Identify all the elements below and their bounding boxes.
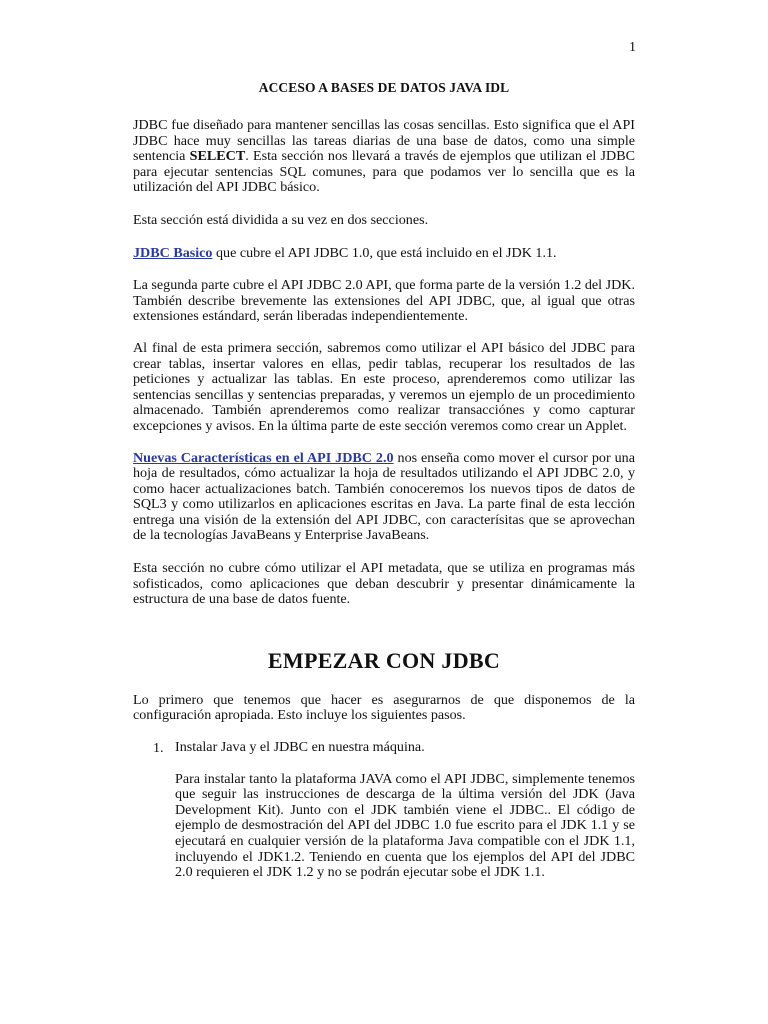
intro-paragraph-3 <box>133 246 635 262</box>
list-item <box>153 739 635 881</box>
intro-paragraph-7: Esta sección no cubre cómo utilizar el API metadata, que se utiliza en programas más sofisticados, como aplicaciones que deban descubrir y presentar dinámicamente la estructura de una base de datos fuente. <box>133 560 635 608</box>
intro-paragraph-4: La segunda parte cubre el API JDBC 2.0 API, que forma parte de la versión 1.2 del JDK. También describe brevemente las extensiones del API JDBC, que, al igual que otras extensiones estándard, serán liberadas independientemente. <box>133 277 635 325</box>
nuevas-caracteristicas-link[interactable]: Nuevas Características en el API JDBC 2.0 <box>133 449 394 466</box>
intro-p3-text: que cubre el API JDBC 1.0, que está incluido en el JDK 1.1. <box>212 244 557 261</box>
section-paragraph-1: Lo primero que tenemos que hacer es asegurarnos de que disponemos de la configuración apropiada. Esto incluye los siguientes pasos. <box>133 691 635 724</box>
step-title: Instalar Java y el JDBC en nuestra máquina. <box>175 739 425 756</box>
intro-p1-text-a: JDBC fue diseñado para mantener sencillas las cosas sencillas. Esto significa que el API JDBC hace muy sencillas las tareas diarias de una base de datos, como una simple sentencia <box>133 117 635 165</box>
intro-paragraph-2: Esta sección está dividida a su vez en dos secciones. <box>133 211 429 228</box>
select-keyword: SELECT <box>189 148 246 165</box>
section-heading: EMPEZAR CON JDBC <box>267 647 501 673</box>
step-body: Para instalar tanto la plataforma JAVA como el API JDBC, simplemente tenemos que seguir las instrucciones de descarga de la última versión del JDK (Java Development Kit). Junto con el JDK también viene el JDBC.. El código de ejemplo de desmostración del API del JDBC 1.0 fue escrito para el JDK 1.1 y se ejecutará en cualquier versión de la plataforma Java compatible con el JDK 1.1, incluyendo el JDK1.2. Teniendo en cuenta que los ejemplos del API del JDBC 2.0 requieren el JDK 1.2 y no se podrán ejecutar sobe el JDK 1.1. <box>175 770 635 881</box>
intro-paragraph-5: Al final de esta primera sección, sabremos como utilizar el API básico del JDBC para crear tablas, insertar valores en ellas, pedir tablas, recuperar los resultados de las peticiones y actualizar las tablas. En este proceso, aprenderemos como utilizar las sentencias sencillas y sentencias preparadas, y veremos un ejemplo de un procedimiento almacenado. También aprenderemos como realizar transacciónes y como capturar excepciones y avisos. En la última parte de este sección veremos como crear un Applet. <box>133 339 635 434</box>
document-title: ACCESO A BASES DE DATOS JAVA IDL <box>258 80 510 95</box>
jdbc-basico-link[interactable]: JDBC Basico <box>133 244 213 261</box>
document-body <box>133 118 635 898</box>
intro-paragraph-1 <box>133 118 635 196</box>
steps-list <box>133 740 635 881</box>
page-number: 1 <box>629 40 636 55</box>
step-number: 1. <box>153 740 164 757</box>
intro-paragraph-6 <box>133 451 635 545</box>
intro-p6-text: nos enseña como mover el cursor por una hoja de resultados, cómo actualizar la hoja de resultados utilizando el API JDBC 2.0, y como hacer actualizaciones batch. También conoceremos los nuevos tipos de datos de SQL3 y como utilizarlos en aplicaciones escritas en Java. La parte final de esta lección entrega una visión de la extensión del API JDBC, con caracterísitas que se aprovechan de la tecnologías JavaBeans y Enterprise JavaBeans. <box>133 449 635 544</box>
intro-p1-text-b: . Esta sección nos llevará a través de ejemplos que utilizan el JDBC para ejecutar sentencias SQL comunes, para que podamos ver lo sencilla que es la utilización del API JDBC básico. <box>133 148 635 196</box>
